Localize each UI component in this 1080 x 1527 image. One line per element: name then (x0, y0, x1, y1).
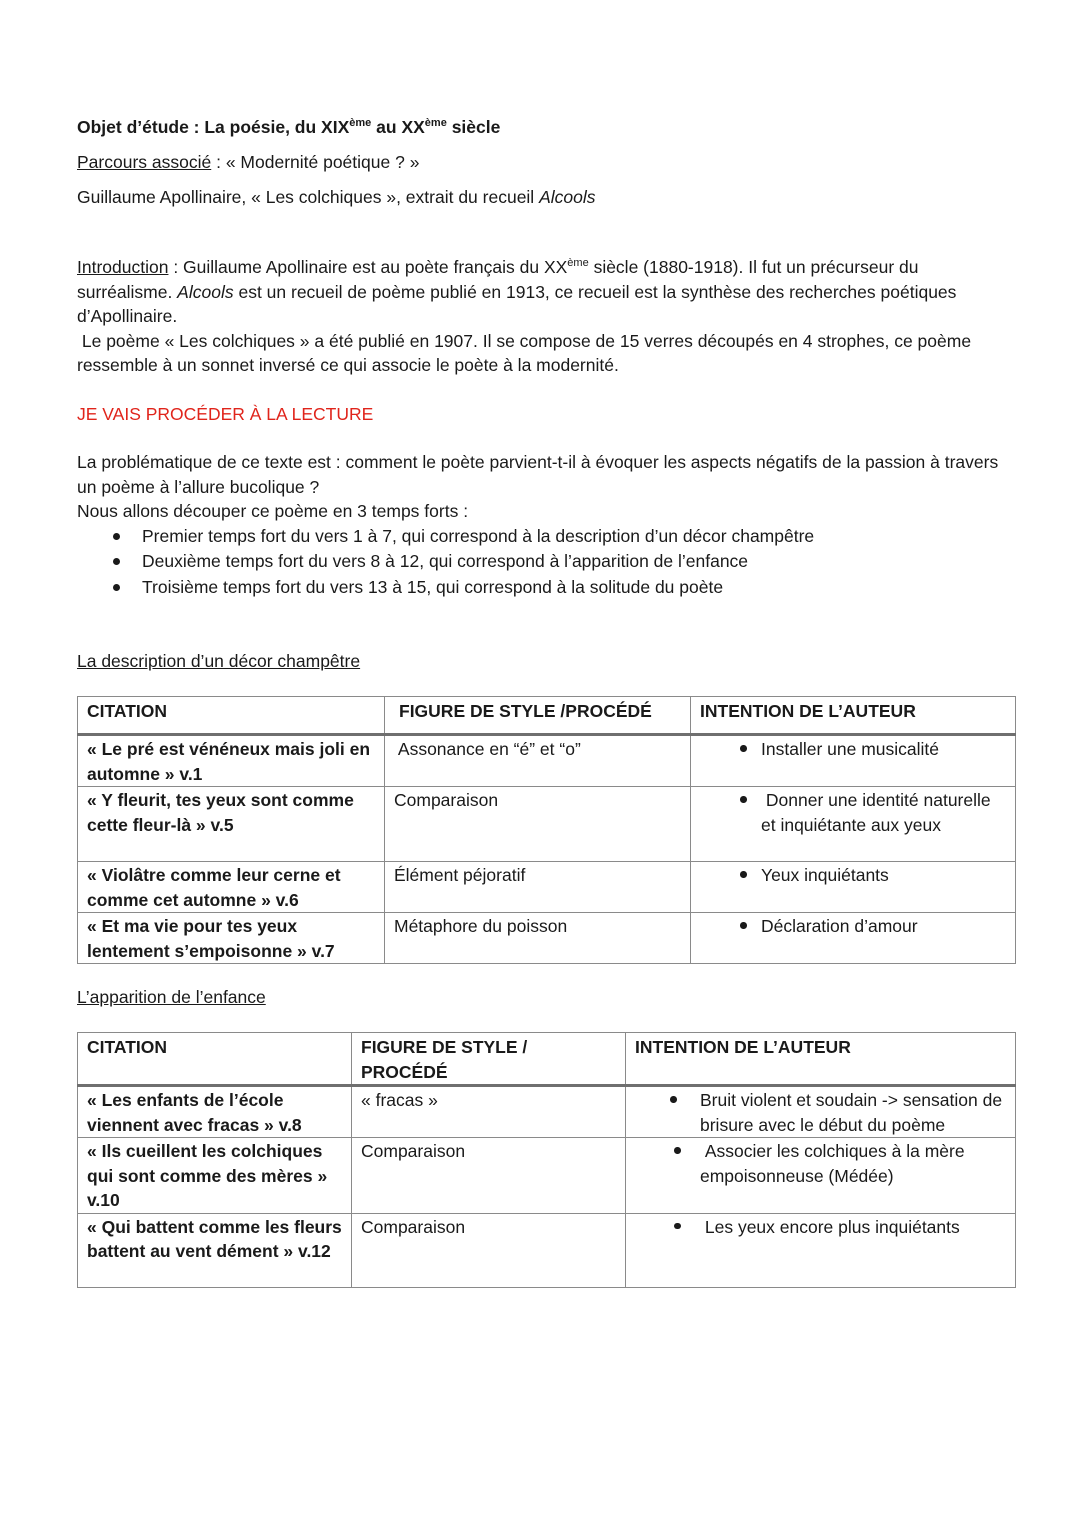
cell-intention: Installer une musicalité (691, 735, 1016, 787)
bullet-icon (740, 796, 747, 803)
parcours-associe: Parcours associé : « Modernité poétique ? » (77, 152, 420, 172)
header-intention: INTENTION DE L’AUTEUR (691, 697, 1016, 735)
table-row (78, 913, 1016, 964)
cell-citation: « Et ma vie pour tes yeux lentement s’empoisonne » v.7 (78, 913, 385, 964)
bullet-icon (740, 745, 747, 752)
cell-citation: « Qui battent comme les fleurs battent au vent dément » v.12 (78, 1213, 352, 1287)
cell-intention: Donner une identité naturelle et inquiétante aux yeux (691, 787, 1016, 862)
intro-poem-paragraph: Le poème « Les colchiques » a été publié en 1907. Il se compose de 15 verres découpés en 4 strophes, ce poème ressemble à un sonnet inversé ce qui associe le poète à la modernité. (77, 330, 976, 375)
bullet-icon (674, 1223, 681, 1230)
plan-list (77, 524, 1002, 601)
table-header-row (78, 697, 1016, 735)
plan-intro: Nous allons découper ce poème en 3 temps forts : (77, 501, 469, 521)
header-figure: FIGURE DE STYLE / PROCÉDÉ (352, 1033, 626, 1086)
cell-figure: Comparaison (352, 1213, 626, 1287)
cell-citation: « Ils cueillent les colchiques qui sont comme des mères » v.10 (78, 1138, 352, 1214)
cell-figure: Élément péjoratif (385, 862, 691, 913)
section-title-decor: La description d’un décor champêtre (77, 651, 361, 671)
introduction (77, 255, 1002, 378)
problematique-block (77, 450, 1002, 600)
cell-figure: Métaphore du poisson (385, 913, 691, 964)
list-item: Deuxième temps fort du vers 8 à 12, qui correspond à l’apparition de l’enfance (77, 549, 1002, 575)
reading-note: JE VAIS PROCÉDER À LA LECTURE (77, 404, 374, 424)
header-citation: CITATION (78, 697, 385, 735)
list-item: Premier temps fort du vers 1 à 7, qui correspond à la description d’un décor champêtre (77, 524, 1002, 550)
header-intention: INTENTION DE L’AUTEUR (626, 1033, 1016, 1086)
header-figure: FIGURE DE STYLE /PROCÉDÉ (385, 697, 691, 735)
section-title-enfance: L’apparition de l’enfance (77, 987, 266, 1007)
cell-citation: « Le pré est vénéneux mais joli en automne » v.1 (78, 735, 385, 787)
objet-etude: Objet d’étude : La poésie, du XIXème au XXème siècle (77, 117, 501, 137)
cell-citation: « Y fleurit, tes yeux sont comme cette fleur-là » v.5 (78, 787, 385, 862)
cell-citation: « Violâtre comme leur cerne et comme cet automne » v.6 (78, 862, 385, 913)
table-row (78, 735, 1016, 787)
list-item: Troisième temps fort du vers 13 à 15, qui correspond à la solitude du poète (77, 575, 1002, 601)
table-header-row (78, 1033, 1016, 1086)
bullet-icon (670, 1096, 677, 1103)
table-decor (77, 696, 1017, 964)
header-citation: CITATION (78, 1033, 352, 1086)
work-reference: Guillaume Apollinaire, « Les colchiques », extrait du recueil Alcools (77, 187, 596, 207)
cell-figure: « fracas » (352, 1086, 626, 1138)
table-row (78, 1086, 1016, 1138)
intro-paragraph: Introduction : Guillaume Apollinaire est au poète français du XXème siècle (1880-1918). Il fut un précurseur du surréalisme. Alcools est un recueil de poème publié en 1913, ce recueil est la synthèse des recherches poétiques d’Apollinaire. (77, 257, 957, 326)
cell-intention: Déclaration d’amour (691, 913, 1016, 964)
cell-citation: « Les enfants de l’école viennent avec fracas » v.8 (78, 1086, 352, 1138)
table-row (78, 1138, 1016, 1214)
problematique: La problématique de ce texte est : comment le poète parvient-t-il à évoquer les aspects négatifs de la passion à travers un poème à l’allure bucolique ? (77, 452, 999, 497)
cell-intention: Les yeux encore plus inquiétants (626, 1213, 1016, 1287)
table-enfance (77, 1032, 1017, 1288)
cell-figure: Comparaison (352, 1138, 626, 1214)
cell-figure: Assonance en “é” et “o” (385, 735, 691, 787)
bullet-icon (740, 922, 747, 929)
bullet-icon (674, 1147, 681, 1154)
cell-intention: Associer les colchiques à la mère empoisonneuse (Médée) (626, 1138, 1016, 1214)
bullet-icon (740, 871, 747, 878)
table-row (78, 862, 1016, 913)
table-row (78, 1213, 1016, 1287)
cell-intention: Bruit violent et soudain -> sensation de brisure avec le début du poème (626, 1086, 1016, 1138)
cell-intention: Yeux inquiétants (691, 862, 1016, 913)
table-row (78, 787, 1016, 862)
cell-figure: Comparaison (385, 787, 691, 862)
